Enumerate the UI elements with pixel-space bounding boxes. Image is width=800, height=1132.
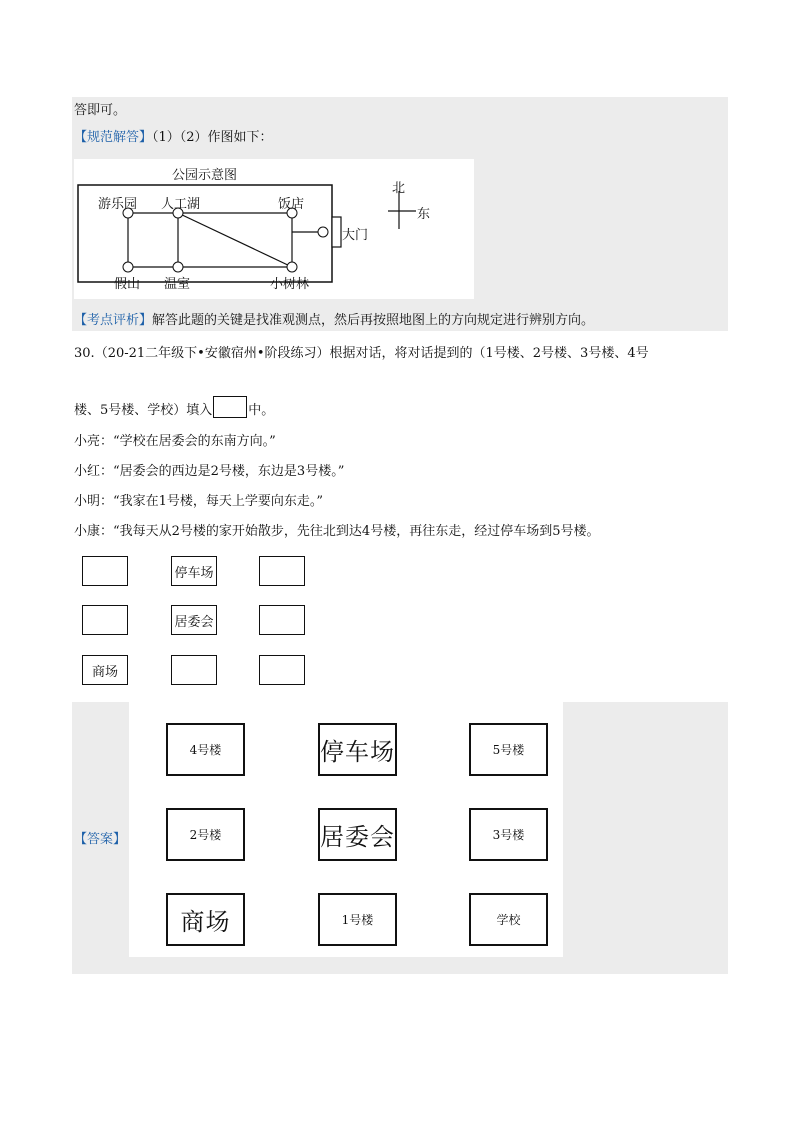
answer-grid-cell: [318, 893, 397, 946]
node-gate: [318, 227, 328, 237]
dialogue-xiaokang: 小康：“我每天从2号楼的家开始散步，先往北到达4号楼，再往东走，经过停车场到5号楼。: [74, 524, 600, 539]
answer-cell-label: 2号楼: [189, 828, 222, 842]
dialogue-xiaohong: 小红：“居委会的西边是2号楼，东边是3号楼。”: [74, 464, 345, 479]
answer-cell-label: 停车场: [320, 738, 395, 766]
label-gate: 大门: [342, 228, 369, 243]
question-grid-cell: 居委会: [171, 605, 217, 635]
question-grid-cell[interactable]: [82, 605, 128, 635]
answer-cell-label: 5号楼: [492, 743, 525, 757]
inline-blank-box: [213, 396, 247, 418]
answer-grid-cell: [469, 808, 548, 861]
answer-grid-cell: [166, 893, 245, 946]
question-number: 30.: [74, 346, 95, 361]
answer-cell-label: 4号楼: [189, 743, 222, 757]
answer-cell-label: 居委会: [320, 823, 395, 851]
answer-grid-cell: [469, 893, 548, 946]
analysis-tag: 【考点评析】: [74, 313, 153, 328]
label-grove: 小树林: [270, 277, 310, 292]
question-grid-cell[interactable]: [171, 655, 217, 685]
label-amusement-park: 游乐园: [98, 197, 138, 212]
question-grid-cell[interactable]: [82, 556, 128, 586]
node-grove: [287, 262, 297, 272]
gate-marker: [332, 217, 341, 247]
label-restaurant: 饭店: [278, 197, 305, 212]
standard-answer-line: [74, 130, 273, 146]
answer-grid-cell: [469, 723, 548, 776]
answer-grid-cell: [318, 808, 397, 861]
answer-grid-cell: [318, 723, 397, 776]
answer-tag: 【答案】: [74, 832, 127, 847]
analysis-text: 解答此题的关键是找准观测点，然后再按照地图上的方向规定进行辨别方向。: [152, 313, 595, 328]
question-grid-cell[interactable]: [259, 655, 305, 685]
answer-cell-label: 3号楼: [492, 828, 525, 842]
path-diagonal: [178, 213, 292, 267]
solution-top-line: 答即可。: [74, 103, 127, 118]
question-grid-cell: 停车场: [171, 556, 217, 586]
standard-answer-text: （1）（2）作图如下：: [152, 130, 273, 145]
dialogue-xiaoming: 小明：“我家在1号楼，每天上学要向东走。”: [74, 494, 324, 509]
label-greenhouse: 温室: [164, 277, 191, 292]
question-grid-cell[interactable]: [259, 556, 305, 586]
question-text-2b: 中。: [248, 403, 275, 418]
compass-east: 东: [417, 207, 431, 222]
analysis-line: [74, 313, 594, 329]
compass-north: 北: [392, 181, 406, 196]
answer-grid-cell: [166, 723, 245, 776]
label-rockery: 假山: [114, 277, 141, 292]
answer-cell-label: 1号楼: [341, 913, 374, 927]
question-text-1: 根据对话，将对话提到的（1号楼、2号楼、3号楼、4号: [329, 346, 649, 361]
question-grid-cell[interactable]: [259, 605, 305, 635]
answer-cell-label: 商场: [180, 908, 231, 936]
question-source: （20-21二年级下•安徽宿州•阶段练习）: [94, 346, 330, 361]
question-line-1: [74, 346, 649, 362]
answer-grid-cell: [166, 808, 245, 861]
park-map-title: 公园示意图: [172, 168, 238, 183]
park-map-figure: [74, 159, 474, 299]
dialogue-xiaoliang: 小亮：“学校在居委会的东南方向。”: [74, 434, 276, 449]
question-line-2: [74, 396, 274, 419]
label-lake: 人工湖: [161, 197, 201, 212]
question-text-2a: 楼、5号楼、学校）填入: [74, 403, 213, 418]
node-greenhouse: [173, 262, 183, 272]
question-grid-cell: 商场: [82, 655, 128, 685]
answer-cell-label: 学校: [496, 913, 521, 927]
standard-answer-tag: 【规范解答】: [74, 130, 153, 145]
node-rockery: [123, 262, 133, 272]
